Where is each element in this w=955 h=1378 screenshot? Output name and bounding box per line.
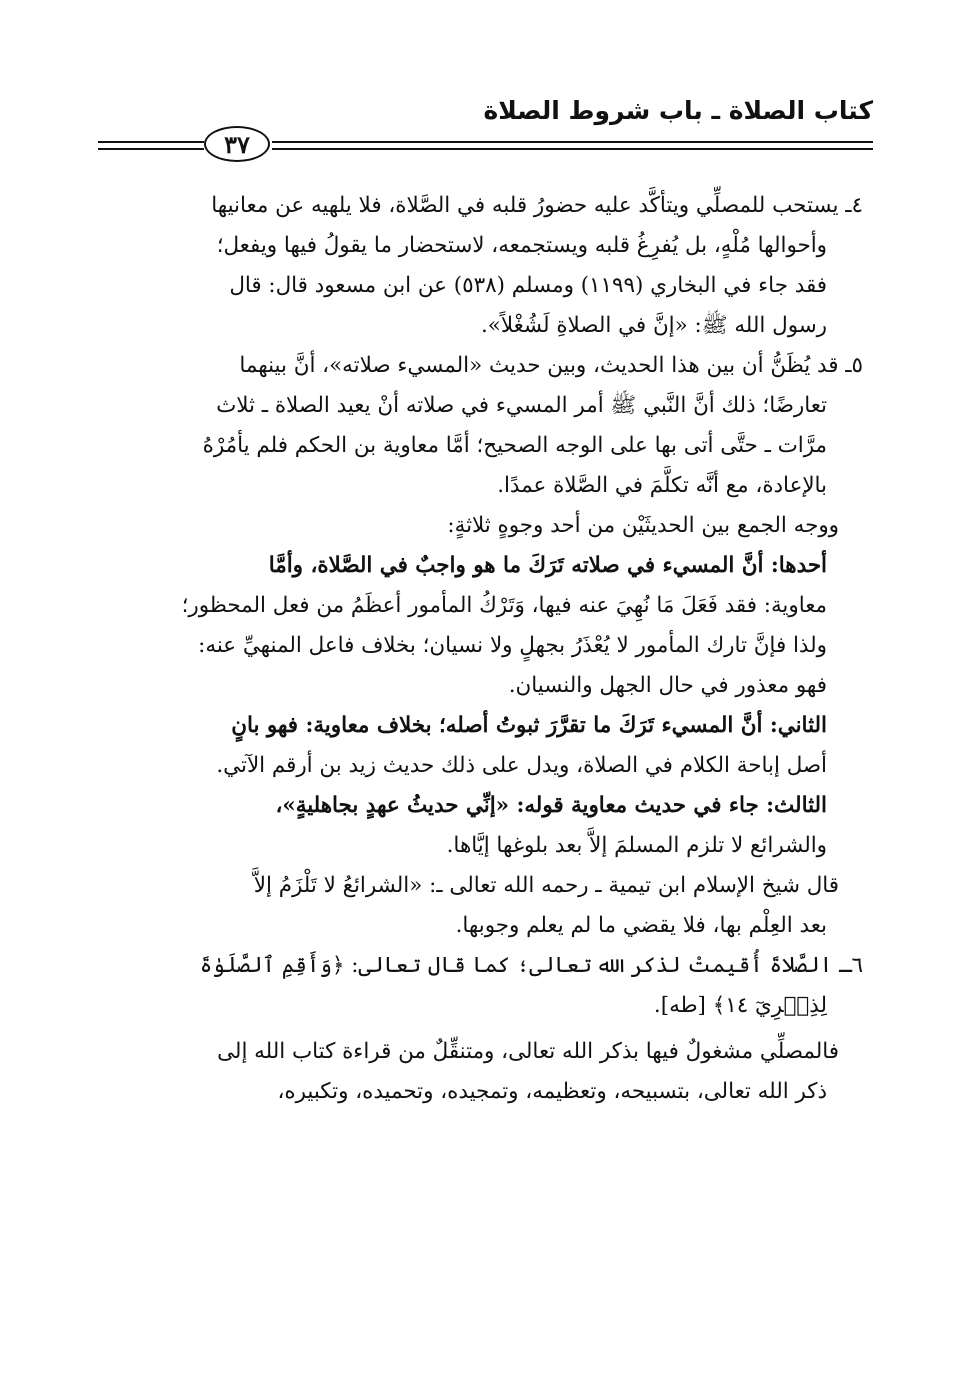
text-line: معاوية: فقد فَعَلَ مَا نُهِيَ عنه فيها، وَتَرْكُ المأمور أعظَمُ من فعل المحظور؛ — [181, 593, 827, 618]
page-number-badge: ٣٧ — [204, 126, 270, 162]
text-line: لِذِكۡرِيٓ ١٤﴾ [طه]. — [653, 993, 827, 1018]
body-text — [107, 186, 863, 1112]
text-line: ٤ـ يستحب للمصلِّي ويتأكَّد عليه حضورُ قلبه في الصَّلاة، فلا يلهيه عن معانيها — [211, 193, 863, 218]
text-line: فالمصلِّي مشغولٌ فيها بذكر الله تعالى، ومتنقِّلٌ من قراءة كتاب الله إلى — [217, 1039, 839, 1064]
text-line: بعد العِلْم بها، فلا يقضي ما لم يعلم وجوبها. — [455, 913, 827, 938]
text-line: الثالث: جاء في حديث معاوية قوله: «إنِّي حديثُ عهدٍ بجاهليةٍ»، — [275, 793, 827, 818]
text-line: قال شيخ الإسلام ابن تيمية ـ رحمه الله تعالى ـ: «الشرائعُ لا تَلْزَمُ إلاَّ — [253, 873, 839, 898]
text-line: رسول الله ﷺ: «إنَّ في الصلاةِ لَشُغْلاً». — [480, 313, 827, 338]
text-line: ووجه الجمع بين الحديثَيْن من أحد وجوهٍ ثلاثةٍ: — [447, 513, 839, 538]
text-line: ولذا فإنَّ تارك المأمور لا يُعْذَرُ بجهلٍ ولا نسيان؛ بخلاف فاعل المنهيِّ عنه: — [198, 633, 827, 658]
rule-line — [98, 141, 204, 143]
text-line: تعارضًا؛ ذلك أنَّ النَّبي ﷺ أمر المسيء في صلاته أنْ يعيد الصلاة ـ ثلاث — [216, 393, 827, 418]
text-line: مرَّات ـ حتَّى أتى بها على الوجه الصحيح؛ أمَّا معاوية بن الحكم فلم يأمُرْهُ — [202, 433, 827, 458]
text-line: ذكر الله تعالى، بتسبيحه، وتعظيمه، وتمجيده، وتحميده، وتكبيره، — [277, 1079, 827, 1104]
rule-line — [272, 141, 873, 143]
text-line: فقد جاء في البخاري (١١٩٩) ومسلم (٥٣٨) عن ابن مسعود قال: قال — [229, 273, 827, 298]
text-line: وأحوالها مُلْهٍ، بل يُفرِغُ قلبه ويستجمعه، لاستحضار ما يقولُ فيها ويفعل؛ — [216, 233, 827, 258]
text-line: أحدها: أنَّ المسيء في صلاته تَرَكَ ما هو واجبٌ في الصَّلاة، وأمَّا — [268, 553, 827, 578]
text-line: أصل إباحة الكلام في الصلاة، ويدل على ذلك حديث زيد بن أرقم الآتي. — [216, 753, 827, 778]
text-line: ٦ـ الصَّلاةَ أُقيمتْ لذكر الله تعالى؛ كما قال تعالى: ﴿وَأَقِمِ ٱلصَّلَوٰةَ — [199, 953, 863, 978]
text-line: والشرائع لا تلزم المسلمَ إلاَّ بعد بلوغها إيَّاها. — [446, 833, 827, 858]
text-line: ٥ـ قد يُظَنُّ أن بين هذا الحديث، وبين حديث «المسيء صلاته»، أنَّ بينهما — [239, 353, 863, 378]
running-title: كتاب الصلاة ـ باب شروط الصلاة — [483, 96, 873, 125]
text-line: فهو معذور في حال الجهل والنسيان. — [508, 673, 827, 698]
header-rule-left — [98, 138, 204, 154]
rule-line — [98, 148, 204, 150]
text-line: بالإعادة، مع أنَّه تكلَّمَ في الصَّلاة عمدًا. — [497, 473, 827, 498]
header-rule-right — [272, 138, 873, 154]
text-line: الثاني: أنَّ المسيء تَرَكَ ما تقرَّرَ ثبوتُ أصله؛ بخلاف معاوية: فهو بانٍ — [231, 713, 827, 738]
rule-line — [272, 148, 873, 150]
